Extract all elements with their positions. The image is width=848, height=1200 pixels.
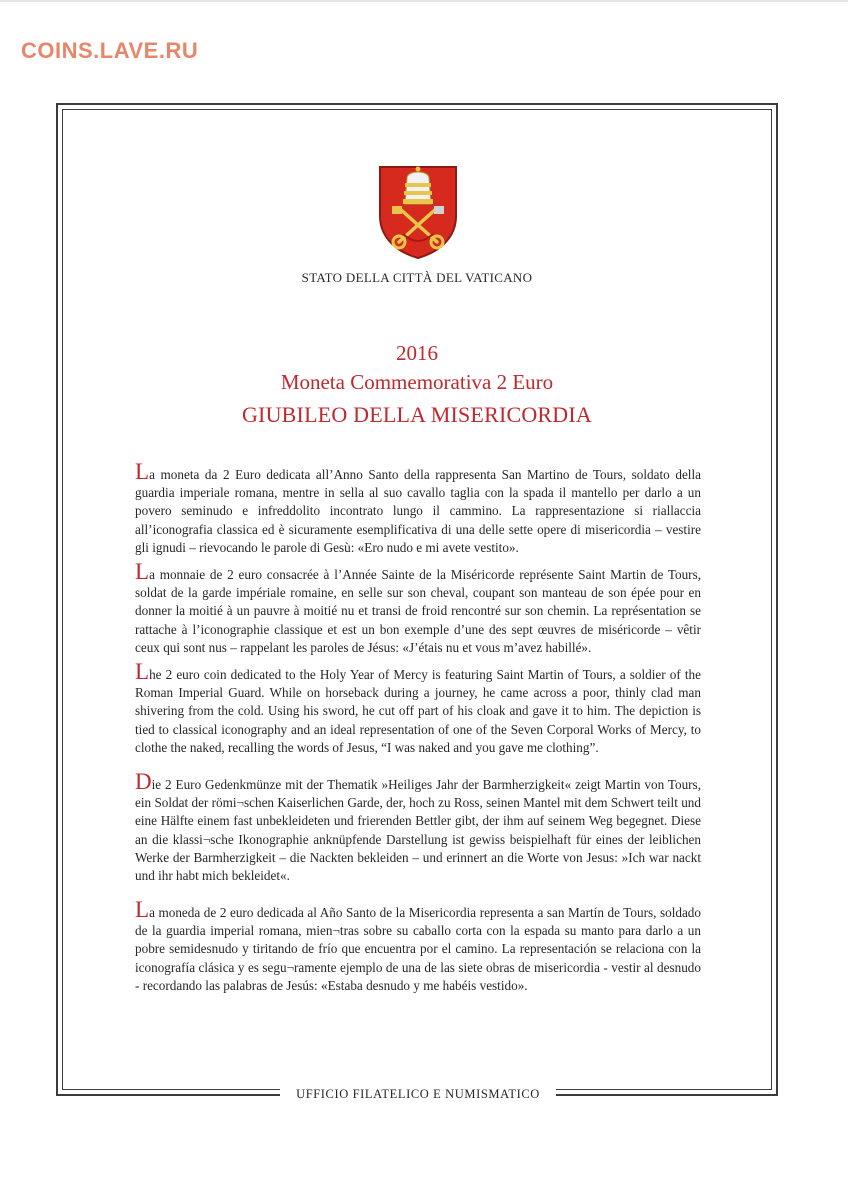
drop-initial: D xyxy=(135,769,152,794)
paragraph-english xyxy=(135,659,701,757)
footer-office: UFFICIO FILATELICO E NUMISMATICO xyxy=(296,1087,540,1101)
paragraph-french xyxy=(135,559,701,657)
top-edge-line xyxy=(0,0,848,2)
state-name: STATO DELLA CITTÀ DEL VATICANO xyxy=(301,270,533,285)
title-subtitle: Moneta Commemorativa 2 Euro xyxy=(280,370,554,394)
paragraph-text: ie 2 Euro Gedenkmünze mit der Thematik »Heiliges Jahr der Barmherzigkeit« zeigt Martin von Tours, ein Soldat der römi¬schen Kaiserlichen Garde, der, hoch zu Ross, seinen Mantel mit dem Schwert teilt und eine Hälfte einem fast unbekleideten und frierenden Bettler gibt, der ihm auf seinem Weg begegnet. Diese an die klassi¬sche Ikonographie anknüpfende Darstellung ist gewiss beispielhaft für eines der leiblichen Werke der Barmherzigkeit – die Nackten bekleiden – und erinnert an die Worte von Jesus: »Ich war nackt und ihr habt mich bekleidet«. xyxy=(135,777,701,884)
paragraph-spanish xyxy=(135,897,701,995)
drop-initial: L xyxy=(135,897,150,922)
paragraph-text: a monnaie de 2 euro consacrée à l’Année Sainte de la Miséricorde représente Saint Martin de Tours, soldat de la garde impériale romaine, en selle sur son cheval, coupant son manteau de son épée pour en donner la moitié à un pauvre à moitié nu et transi de froid rencontré sur son chemin. La représentation se rattache à l’iconographie classique et est un bon exemple d’une des sept œuvres de miséricorde – vêtir ceux qui sont nus – rappelant les paroles de Jésus: «J’étais nu et vous m’avez habillé». xyxy=(135,567,701,655)
paragraph-text: a moneta da 2 Euro dedicata all’Anno Santo della rappresenta San Martino de Tours, soldato della guardia imperiale romana, mentre in sella al suo cavallo taglia con la spada il mantello per darlo a un povero seminudo e infreddolito incontrato lungo il cammino. La rappresentazione si riallaccia all’iconografia classica ed è sicuramente esemplificativa di una delle sette opere di misericordia – vestire gli ignudi – rievocando le parole di Gesù: «Ero nudo e mi avete vestito». xyxy=(135,467,701,555)
drop-initial: L xyxy=(135,559,150,584)
drop-initial: L xyxy=(135,459,150,484)
paragraph-text: he 2 euro coin dedicated to the Holy Year of Mercy is featuring Saint Martin of Tours, a soldier of the Roman Imperial Guard. While on horseback during a journey, he came across a poor, thinly clad man shivering from the cold. Using his sword, he cut off part of his cloak and gave it to him. The depiction is tied to classical iconography and an ideal representation of one of the Seven Corporal Works of Mercy, to clothe the naked, recalling the words of Jesus, “I was naked and you gave me clothing”. xyxy=(135,667,701,755)
paragraph-text: a moneda de 2 euro dedicada al Año Santo de la Misericordia representa a san Martín de Tours, soldado de la guardia imperial romana, mien¬tras sobre su caballo corta con la espada su manto para darlo a un pobre semidesnudo y tiritando de frío que encuentra por el camino. La representación se relaciona con la iconografía clásica y es segu¬ramente ejemplo de una de las siete obras de misericordia - vestir al desnudo - recordando las palabras de Jesús: «Estaba desnudo y me habéis vestido». xyxy=(135,905,701,993)
paragraph-italian xyxy=(135,459,701,557)
title-main: GIUBILEO DELLA MISERICORDIA xyxy=(241,402,593,427)
watermark: COINS.LAVE.RU xyxy=(21,38,199,63)
paragraph-german xyxy=(135,769,701,885)
drop-initial: L xyxy=(135,659,150,684)
papal-coat-of-arms-icon xyxy=(377,164,459,260)
title-year: 2016 xyxy=(396,341,438,365)
